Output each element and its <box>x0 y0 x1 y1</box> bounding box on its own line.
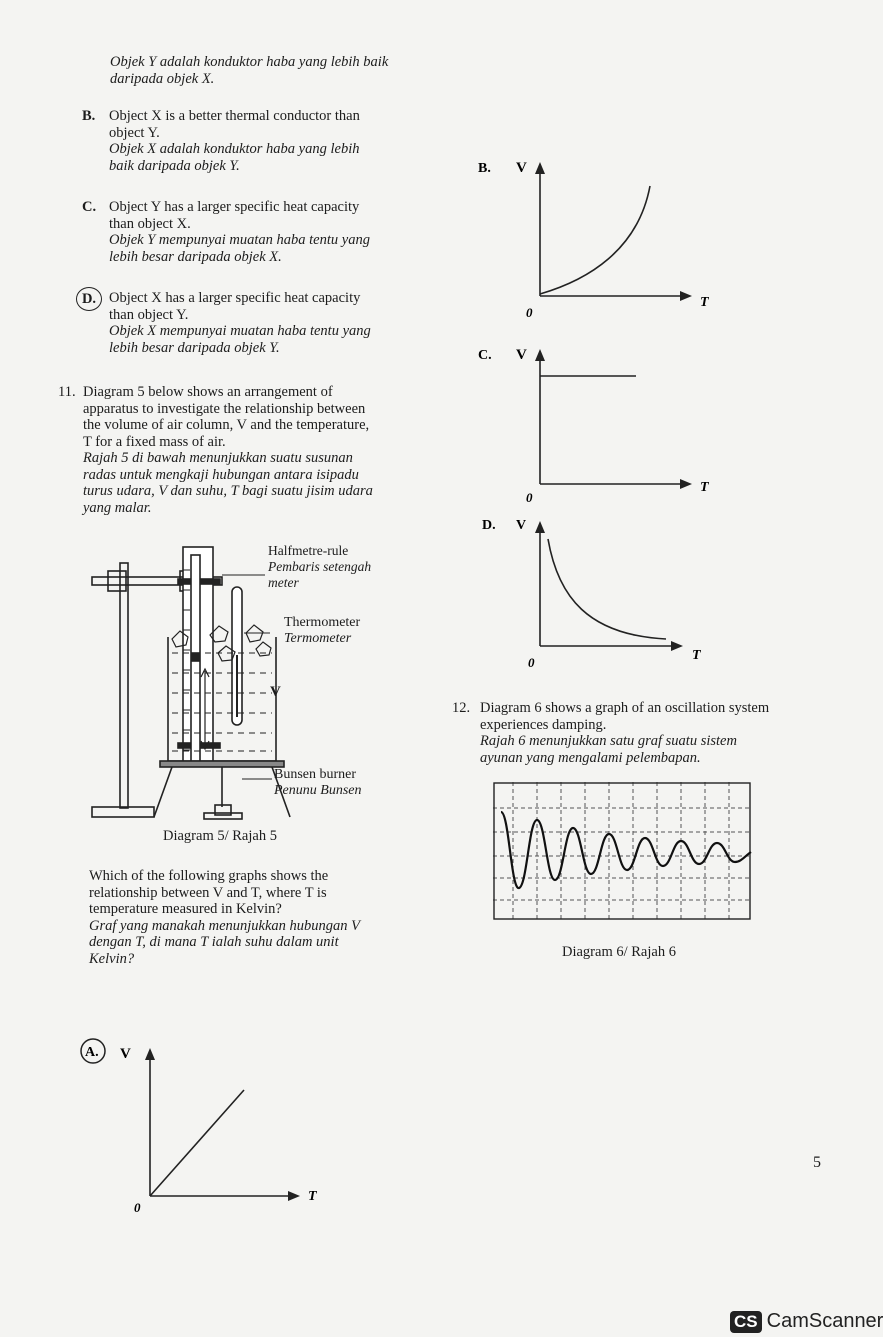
graph-frame <box>494 783 750 919</box>
text-line: radas untuk mengkaji hubungan antara isipadu <box>83 466 359 483</box>
diagram-5-caption <box>163 828 277 845</box>
label-text: Thermometer <box>284 615 361 630</box>
text-line: temperature measured in Kelvin? <box>89 901 282 917</box>
diagram-6-caption <box>562 944 676 961</box>
origin-label: 0 <box>526 305 533 320</box>
axis-label-x: T <box>692 648 701 663</box>
text-line: Rajah 5 di bawah menunjukkan suatu susunan <box>83 450 353 466</box>
text-line: apparatus to investigate the relationship between <box>83 400 366 417</box>
text-line: ayunan yang mengalami pelembapan. <box>480 749 701 766</box>
text-line: Objek X adalah konduktor haba yang lebih <box>109 141 360 157</box>
label-v: V <box>270 684 281 700</box>
axis-label-x: T <box>700 295 709 310</box>
question-11 <box>58 384 418 516</box>
axis-label-x: T <box>700 480 709 495</box>
tripod-leg <box>154 767 172 817</box>
graph-letter: D. <box>482 518 496 533</box>
camscanner-watermark <box>730 1310 883 1333</box>
text-line: Object Y has a larger specific heat capacity <box>109 199 360 215</box>
text-line: lebih besar daripada objek X. <box>109 248 282 265</box>
text-line: than object X. <box>109 215 191 232</box>
label-thermometer <box>284 615 360 647</box>
graph-curve-decreasing <box>548 539 666 639</box>
origin-label: 0 <box>526 490 533 505</box>
graph-d[interactable] <box>478 507 738 677</box>
option-letter: B. <box>82 108 96 124</box>
damping-graph <box>493 782 755 922</box>
caption-text: Diagram 5/ Rajah 5 <box>163 828 277 844</box>
option-b[interactable] <box>82 108 412 174</box>
watermark-text: CamScanner <box>766 1310 883 1332</box>
origin-label: 0 <box>528 655 535 670</box>
text-line: the volume of air column, V and the temperature, <box>83 417 370 433</box>
label-text: Bunsen burner <box>274 767 357 782</box>
text-line: Diagram 5 below shows an arrangement of <box>83 384 333 400</box>
label-half-metre-rule <box>268 543 371 591</box>
option-letter: C. <box>82 199 97 215</box>
wire-gauze <box>160 761 284 767</box>
text-line: Diagram 6 shows a graph of an oscillation system <box>480 700 770 716</box>
option-c[interactable] <box>82 199 412 265</box>
text-line: relationship between V and T, where T is <box>89 884 327 901</box>
graph-line-linear <box>150 1090 244 1196</box>
graph-b[interactable] <box>478 150 738 325</box>
carryover-option-text <box>110 54 430 87</box>
text-line: Rajah 6 menunjukkan satu graf suatu sistem <box>480 733 737 749</box>
graph-letter: B. <box>478 161 491 176</box>
text-line: Object X is a better thermal conductor than <box>109 108 360 124</box>
text-line: object Y. <box>109 124 160 141</box>
text-line: Which of the following graphs shows the <box>89 868 329 884</box>
axis-label-y: V <box>516 518 527 533</box>
text-line: T for a fixed mass of air. <box>83 433 226 450</box>
graph-curve-increasing <box>540 186 650 294</box>
text-line: Graf yang manakah menunjukkan hubungan V <box>89 917 361 934</box>
text-line: dengan T, di mana T ialah suhu dalam unit <box>89 934 339 950</box>
text-line: Object X has a larger specific heat capacity <box>109 290 361 306</box>
label-text: Penunu Bunsen <box>274 783 362 798</box>
graph-letter: C. <box>478 348 492 363</box>
damped-wave <box>501 812 751 888</box>
text-line: yang malar. <box>83 499 152 516</box>
label-text: Pembaris setengah <box>268 559 372 574</box>
text-line: daripada objek X. <box>110 70 215 87</box>
question-12 <box>452 700 812 766</box>
caption-text: Diagram 6/ Rajah 6 <box>562 944 676 960</box>
text-line: Objek Y mempunyai muatan haba tentu yang <box>109 232 370 248</box>
boss-head <box>108 571 126 591</box>
axis-label-y: V <box>516 347 527 363</box>
page-number: 5 <box>813 1154 821 1171</box>
bunsen-base <box>204 813 242 819</box>
retort-stand-rod <box>120 563 128 808</box>
axis-label-x: T <box>308 1189 317 1204</box>
origin-label: 0 <box>134 1200 141 1215</box>
axis-label-y: V <box>120 1046 131 1062</box>
text-line: baik daripada objek Y. <box>109 157 240 174</box>
text-line: Objek Y adalah konduktor haba yang lebih baik <box>110 54 389 70</box>
watermark-badge: CS <box>730 1311 762 1333</box>
option-d[interactable] <box>76 290 412 356</box>
label-text: Halfmetre-rule <box>268 543 349 558</box>
text-line: turus udara, V dan suhu, T bagi suatu jisim udara <box>83 483 373 499</box>
text-line: Objek X mempunyai muatan haba tentu yang <box>109 323 371 339</box>
sulphuric-acid-bead <box>192 653 199 661</box>
text-line: than object Y. <box>109 306 189 323</box>
label-text: meter <box>268 575 299 590</box>
label-text: Termometer <box>284 631 352 646</box>
question-number: 11. <box>58 384 76 400</box>
axis-label-y: V <box>516 160 527 176</box>
graph-c[interactable] <box>478 335 738 510</box>
option-letter-circled: D. <box>76 287 102 311</box>
graph-a[interactable] <box>76 1036 336 1216</box>
text-line: experiences damping. <box>480 716 607 733</box>
text-line: lebih besar daripada objek Y. <box>109 339 280 356</box>
grid-lines <box>493 782 751 920</box>
text-line: Kelvin? <box>89 950 135 967</box>
label-bunsen-burner <box>274 767 361 799</box>
graph-letter: A. <box>85 1045 99 1060</box>
question-number: 12. <box>452 700 471 716</box>
question-11-prompt <box>89 868 419 967</box>
